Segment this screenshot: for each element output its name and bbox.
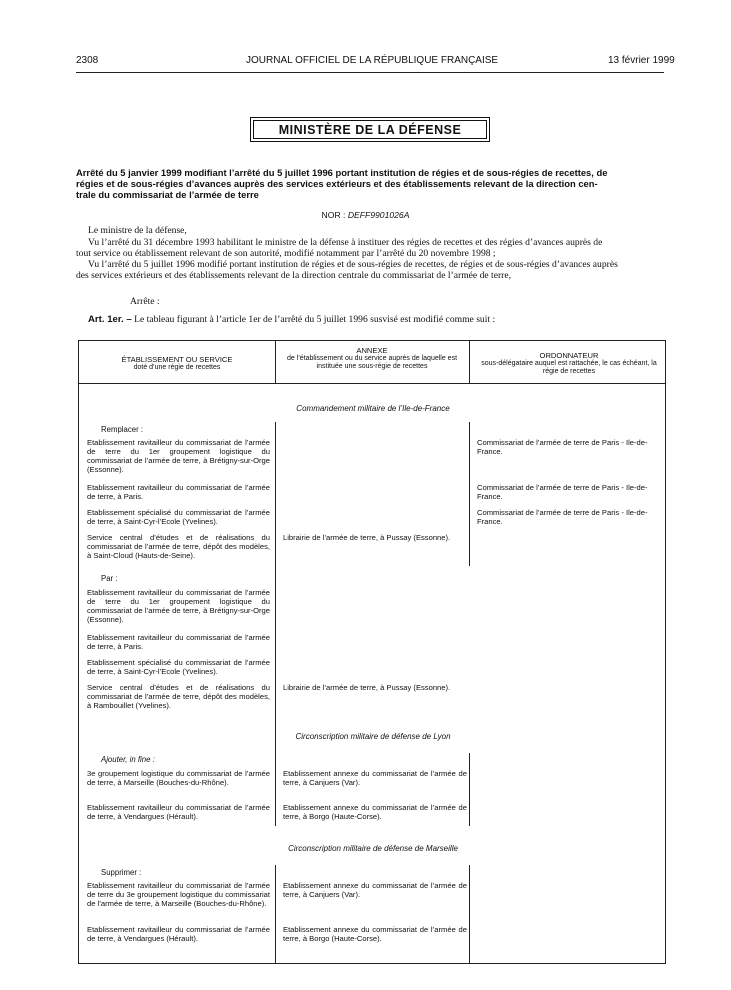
- header-sub: sous-délégataire auquel est rattachée, le cas échéant, la régie de recettes: [481, 360, 657, 375]
- column-divider: [469, 341, 470, 383]
- annex-cell: Etablissement annexe du commissariat de l’armée de terre, à Canjuers (Var).: [283, 769, 467, 787]
- section-title: Circonscription militaire de défense de Lyon: [295, 732, 451, 741]
- header-rule: [76, 72, 664, 73]
- preamble-visa-2: Vu l’arrêté du 5 juillet 1996 modifié portant institution de régies et de sous-régies de recettes, de régies et de sous-régies d’avances auprès: [88, 259, 618, 270]
- header-separator: [79, 383, 665, 384]
- article-text: Le tableau figurant à l’article 1er de l’arrêté du 5 juillet 1996 susvisé est modifié comme suit :: [134, 314, 496, 325]
- ministry-box: [250, 117, 490, 142]
- action-label: Par :: [101, 574, 118, 583]
- column-divider: [469, 753, 470, 826]
- header-main: ORDONNATEUR: [539, 351, 599, 360]
- decree-title-line: Arrêté du 5 janvier 1999 modifiant l’arrêté du 5 juillet 1996 portant institution de régies et de sous-régies de recettes, de: [76, 167, 608, 178]
- preamble-visa-2-cont: des services extérieurs et des établissements relevant de la direction centrale du commissariat de l’armée de terre,: [76, 270, 511, 281]
- section-title: Circonscription militaire de défense de Marseille: [288, 844, 458, 853]
- column-divider: [275, 865, 276, 964]
- annex-cell: Etablissement annexe du commissariat de l’armée de terre, à Canjuers (Var).: [283, 881, 467, 899]
- header-sub: doté d’une régie de recettes: [133, 364, 221, 371]
- action-label: Ajouter, in fine :: [101, 755, 155, 764]
- action-label: Remplacer :: [101, 425, 144, 434]
- preamble-visa-1-cont: tout service ou établissement relevant de son autorité, modifié notamment par l’arrêté du 20 novembre 1998 ;: [76, 248, 496, 259]
- establishment-cell: Etablissement spécialisé du commissariat de l’armée de terre, à Saint-Cyr-l’Ecole (Yvelines).: [87, 658, 270, 676]
- establishment-cell: Etablissement ravitailleur du commissariat de l’armée de terre, à Vendargues (Hérault).: [87, 925, 270, 943]
- establishment-cell: Etablissement spécialisé du commissariat de l’armée de terre, à Saint-Cyr-l’Ecole (Yvelines).: [87, 508, 270, 526]
- column-divider: [469, 422, 470, 566]
- annex-cell: Etablissement annexe du commissariat de l’armée de terre, à Borgo (Haute-Corse).: [283, 925, 467, 943]
- annex-cell: Librairie de l’armée de terre, à Pussay (Essonne).: [283, 683, 451, 692]
- ordonnateur-cell: Commissariat de l’armée de terre de Paris - Ile-de-France.: [477, 438, 648, 456]
- establishment-cell: Etablissement ravitailleur du commissariat de l’armée de terre du 1er groupement logistique du commissariat de l’armée de terre, à Brétigny-sur-Orge (Essonne).: [87, 588, 270, 624]
- establishment-cell: Etablissement ravitailleur du commissariat de l’armée de terre, à Vendargues (Hérault).: [87, 803, 270, 821]
- nor-label: NOR :: [321, 210, 346, 220]
- ordonnateur-cell: Commissariat de l’armée de terre de Paris - Ile-de-France.: [477, 508, 648, 526]
- establishment-cell: Etablissement ravitailleur du commissariat de l’armée de terre du 1er groupement logistique du commissariat de l’armée de terre, à Brétigny-sur-Orge (Essonne).: [87, 438, 270, 474]
- establishment-cell: 3e groupement logistique du commissariat de l’armée de terre, à Marseille (Bouches-du-Rhône).: [87, 769, 270, 787]
- article-label: Art. 1er. –: [88, 314, 132, 325]
- column-divider: [275, 341, 276, 383]
- establishment-cell: Etablissement ravitailleur du commissariat de l’armée de terre du 3e groupement logistique du commissariat de l’armée de terre, à Marseille (Bouches-du-Rhône).: [87, 881, 270, 908]
- page-number: 2308: [76, 55, 99, 66]
- header-main: ANNEXE: [356, 346, 388, 355]
- establishment-cell: Service central d’études et de réalisations du commissariat de l’armée de terre, dépôt des modèles, à Rambouillet (Yvelines).: [87, 683, 270, 710]
- ordonnateur-cell: Commissariat de l’armée de terre de Paris - Ile-de-France.: [477, 483, 648, 501]
- journal-title: JOURNAL OFFICIEL DE LA RÉPUBLIQUE FRANÇAISE: [246, 55, 499, 66]
- decree-title: [76, 167, 664, 200]
- decree-title-line: trale du commissariat de l’armée de terre: [76, 189, 259, 200]
- establishment-cell: Etablissement ravitailleur du commissariat de l’armée de terre, à Paris.: [87, 483, 270, 501]
- header-establishment: [79, 356, 275, 372]
- establishment-cell: Service central d’études et de réalisations du commissariat de l’armée de terre, dépôt des modèles, à Saint-Cloud (Hauts-de-Seine).: [87, 533, 270, 560]
- modification-table: [78, 340, 666, 964]
- header-ordonnateur: [479, 352, 659, 376]
- issue-date: 13 février 1999: [608, 55, 675, 66]
- annex-cell: Librairie de l’armée de terre, à Pussay (Essonne).: [283, 533, 451, 542]
- preamble-visa-1: Vu l’arrêté du 31 décembre 1993 habilitant le ministre de la défense à instituer des régies de recettes et des régies d’avances auprès de: [88, 237, 603, 248]
- preamble-minister: Le ministre de la défense,: [88, 225, 187, 236]
- arrete-label: Arrête :: [130, 296, 160, 307]
- column-divider: [469, 865, 470, 964]
- ministry-title: MINISTÈRE DE LA DÉFENSE: [278, 123, 462, 137]
- column-divider: [275, 753, 276, 826]
- section-title: Commandement militaire de l’Ile-de-France: [296, 404, 450, 413]
- nor-reference: [0, 210, 731, 220]
- nor-value: DEFF9901026A: [347, 210, 410, 220]
- establishment-cell: Etablissement ravitailleur du commissariat de l’armée de terre, à Paris.: [87, 633, 270, 651]
- decree-title-line: régies et de sous-régies d’avances auprès des services extérieurs et des établissements relevant de la direction cen-: [76, 178, 598, 189]
- annex-cell: Etablissement annexe du commissariat de l’armée de terre, à Borgo (Haute-Corse).: [283, 803, 467, 821]
- header-sub: de l’établissement ou du service auprès de laquelle est instituée une sous-régie de recettes: [286, 355, 458, 370]
- article-1: [88, 314, 495, 325]
- action-label: Supprimer :: [101, 868, 142, 877]
- header-annex: [284, 347, 460, 371]
- column-divider: [275, 422, 276, 800]
- header-main: ÉTABLISSEMENT OU SERVICE: [121, 355, 233, 364]
